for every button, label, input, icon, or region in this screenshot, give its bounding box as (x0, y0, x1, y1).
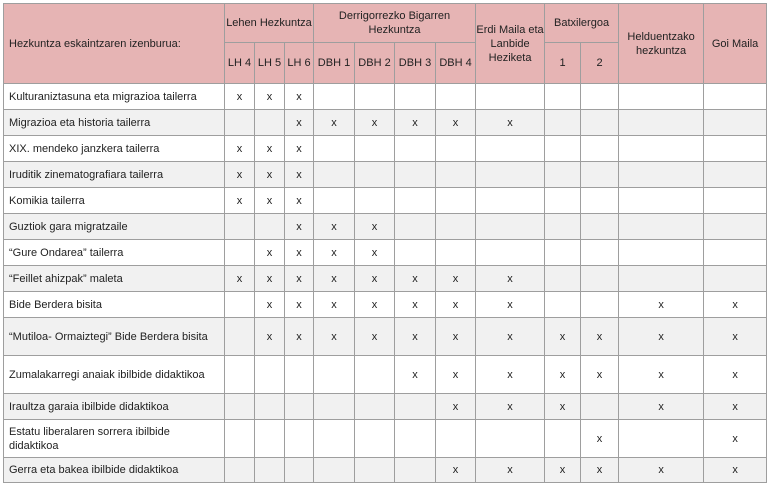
table-cell (619, 214, 704, 240)
table-cell (704, 266, 767, 292)
table-cell (476, 420, 545, 458)
table-cell: x (255, 136, 285, 162)
table-cell: x (476, 318, 545, 356)
table-cell: x (619, 458, 704, 483)
table-cell: x (355, 266, 395, 292)
table-cell (581, 394, 619, 420)
table-cell (355, 162, 395, 188)
table-cell (436, 136, 476, 162)
table-cell (545, 136, 581, 162)
table-cell (545, 240, 581, 266)
table-cell (395, 84, 436, 110)
table-cell: x (285, 214, 314, 240)
row-title: Iruditik zinematografiara tailerra (4, 162, 225, 188)
row-title: “Mutiloa- Ormaiztegi” Bide Berdera bisita (4, 318, 225, 356)
header-group-lanbide-heziketa: Erdi Maila eta Lanbide Heziketa (476, 4, 545, 84)
table-cell: x (436, 458, 476, 483)
table-cell (476, 240, 545, 266)
table-row (4, 188, 767, 214)
table-cell: x (476, 394, 545, 420)
table-cell (225, 214, 255, 240)
row-title: XIX. mendeko janzkera tailerra (4, 136, 225, 162)
table-cell: x (285, 84, 314, 110)
header-sub-dbh3: DBH 3 (395, 43, 436, 84)
header-sub-batxilergoa-2: 2 (581, 43, 619, 84)
table-cell (255, 214, 285, 240)
table-row (4, 240, 767, 266)
table-cell: x (704, 420, 767, 458)
table-cell: x (255, 84, 285, 110)
table-cell: x (436, 292, 476, 318)
table-cell (436, 240, 476, 266)
table-cell (314, 458, 355, 483)
table-row (4, 214, 767, 240)
table-cell: x (476, 110, 545, 136)
table-cell: x (314, 110, 355, 136)
table-cell (285, 394, 314, 420)
table-cell (581, 84, 619, 110)
table-cell: x (395, 110, 436, 136)
table-cell: x (355, 240, 395, 266)
table-row (4, 84, 767, 110)
table-cell: x (704, 394, 767, 420)
table-cell (355, 188, 395, 214)
table-cell (581, 188, 619, 214)
table-cell (314, 84, 355, 110)
table-cell: x (581, 356, 619, 394)
table-row (4, 318, 767, 356)
table-cell (255, 356, 285, 394)
table-cell (314, 162, 355, 188)
table-cell (225, 356, 255, 394)
header-sub-dbh1: DBH 1 (314, 43, 355, 84)
table-cell: x (285, 136, 314, 162)
table-cell: x (255, 188, 285, 214)
table-cell (581, 162, 619, 188)
table-cell (704, 110, 767, 136)
table-cell: x (285, 162, 314, 188)
table-cell (225, 394, 255, 420)
table-cell: x (581, 420, 619, 458)
table-cell: x (355, 318, 395, 356)
table-cell (619, 420, 704, 458)
header-sub-lh6: LH 6 (285, 43, 314, 84)
header-sub-batxilergoa-1: 1 (545, 43, 581, 84)
table-cell (314, 188, 355, 214)
table-cell (476, 214, 545, 240)
row-title: Bide Berdera bisita (4, 292, 225, 318)
table-cell (225, 458, 255, 483)
table-row (4, 292, 767, 318)
table-cell (355, 394, 395, 420)
table-cell (545, 420, 581, 458)
table-cell (619, 110, 704, 136)
table-cell (704, 162, 767, 188)
table-cell (285, 420, 314, 458)
table-cell (704, 188, 767, 214)
table-row (4, 420, 767, 458)
table-cell (436, 420, 476, 458)
row-title: Migrazioa eta historia tailerra (4, 110, 225, 136)
table-cell (581, 214, 619, 240)
table-cell (355, 84, 395, 110)
table-cell (619, 162, 704, 188)
table-cell (395, 420, 436, 458)
row-title: “Feillet ahizpak” maleta (4, 266, 225, 292)
table-cell: x (476, 266, 545, 292)
row-title: Gerra eta bakea ibilbide didaktikoa (4, 458, 225, 483)
table-cell (395, 214, 436, 240)
table-cell (704, 136, 767, 162)
table-cell (619, 136, 704, 162)
table-cell (395, 162, 436, 188)
row-title: Guztiok gara migratzaile (4, 214, 225, 240)
table-cell (436, 214, 476, 240)
row-title: Zumalakarregi anaiak ibilbide didaktikoa (4, 356, 225, 394)
table-cell: x (314, 214, 355, 240)
table-cell (436, 188, 476, 214)
table-cell: x (545, 458, 581, 483)
table-cell (545, 292, 581, 318)
table-cell: x (476, 292, 545, 318)
table-cell (545, 84, 581, 110)
table-cell (255, 394, 285, 420)
table-cell: x (314, 292, 355, 318)
table-cell (476, 162, 545, 188)
table-cell: x (225, 266, 255, 292)
table-cell: x (476, 458, 545, 483)
table-cell: x (255, 266, 285, 292)
table-cell (704, 214, 767, 240)
table-cell: x (314, 318, 355, 356)
table-cell (581, 266, 619, 292)
table-cell: x (314, 266, 355, 292)
table-cell: x (436, 266, 476, 292)
table-cell: x (476, 356, 545, 394)
row-title: “Gure Ondarea” tailerra (4, 240, 225, 266)
table-cell (704, 84, 767, 110)
table-cell (619, 188, 704, 214)
table-cell: x (285, 188, 314, 214)
table-row (4, 162, 767, 188)
row-title: Estatu liberalaren sorrera ibilbide didaktikoa (4, 420, 225, 458)
table-cell (619, 266, 704, 292)
table-cell (395, 394, 436, 420)
table-cell (285, 458, 314, 483)
table-cell (545, 110, 581, 136)
table-cell: x (285, 240, 314, 266)
table-cell: x (545, 318, 581, 356)
table-cell: x (436, 394, 476, 420)
header-sub-lh4: LH 4 (225, 43, 255, 84)
table-cell (355, 420, 395, 458)
header-group-lehen-hezkuntza: Lehen Hezkuntza (225, 4, 314, 43)
table-cell (395, 240, 436, 266)
table-cell (395, 136, 436, 162)
table-cell: x (355, 214, 395, 240)
table-cell (225, 240, 255, 266)
table-cell (314, 394, 355, 420)
table-cell: x (704, 318, 767, 356)
table-cell: x (395, 318, 436, 356)
header-group-goi-maila: Goi Maila (704, 4, 767, 84)
table-cell: x (285, 110, 314, 136)
table-cell: x (581, 318, 619, 356)
row-title: Iraultza garaia ibilbide didaktikoa (4, 394, 225, 420)
table-cell: x (225, 162, 255, 188)
table-cell: x (619, 394, 704, 420)
table-cell: x (545, 394, 581, 420)
table-cell: x (225, 136, 255, 162)
table-cell (545, 266, 581, 292)
table-cell (395, 458, 436, 483)
table-cell (225, 292, 255, 318)
table-cell (581, 292, 619, 318)
table-cell (225, 110, 255, 136)
table-cell (436, 162, 476, 188)
header-group-batxilergoa: Batxilergoa (545, 4, 619, 43)
table-cell: x (619, 318, 704, 356)
table-cell (355, 356, 395, 394)
table-cell (355, 458, 395, 483)
table-cell: x (436, 110, 476, 136)
table-cell (314, 356, 355, 394)
education-offer-table (3, 3, 767, 483)
table-cell (545, 188, 581, 214)
table-row (4, 136, 767, 162)
table-cell (225, 318, 255, 356)
table-cell (225, 420, 255, 458)
table-cell (314, 136, 355, 162)
table-cell (581, 136, 619, 162)
header-sub-lh5: LH 5 (255, 43, 285, 84)
table-cell: x (395, 356, 436, 394)
table-cell: x (355, 292, 395, 318)
row-title: Komikia tailerra (4, 188, 225, 214)
header-group-dbh: Derrigorrezko Bigarren Hezkuntza (314, 4, 476, 43)
table-cell (581, 240, 619, 266)
table-cell: x (704, 458, 767, 483)
table-cell (355, 136, 395, 162)
table-cell (619, 240, 704, 266)
table-cell: x (619, 292, 704, 318)
table-cell: x (619, 356, 704, 394)
table-cell: x (355, 110, 395, 136)
table-cell: x (581, 458, 619, 483)
table-cell: x (255, 162, 285, 188)
table-cell (704, 240, 767, 266)
table-cell: x (436, 356, 476, 394)
table-cell: x (285, 292, 314, 318)
table-cell (285, 356, 314, 394)
header-sub-dbh4: DBH 4 (436, 43, 476, 84)
table-cell (545, 214, 581, 240)
table-cell: x (255, 292, 285, 318)
header-sub-dbh2: DBH 2 (355, 43, 395, 84)
table-cell (476, 84, 545, 110)
table-cell (314, 420, 355, 458)
table-cell: x (285, 266, 314, 292)
table-cell (255, 420, 285, 458)
header-corner-label: Hezkuntza eskaintzaren izenburua: (4, 4, 225, 84)
table-cell (476, 188, 545, 214)
table-cell: x (395, 266, 436, 292)
table-row (4, 458, 767, 483)
table-cell (476, 136, 545, 162)
table-cell (581, 110, 619, 136)
table-cell (436, 84, 476, 110)
table-row (4, 266, 767, 292)
table-cell (619, 84, 704, 110)
table-row (4, 356, 767, 394)
table-cell: x (285, 318, 314, 356)
table-cell: x (395, 292, 436, 318)
table-cell: x (704, 292, 767, 318)
table-cell: x (255, 240, 285, 266)
table-cell (395, 188, 436, 214)
table-cell (255, 458, 285, 483)
table-cell: x (545, 356, 581, 394)
table-row (4, 110, 767, 136)
table-cell: x (255, 318, 285, 356)
table-cell: x (225, 188, 255, 214)
table-cell: x (314, 240, 355, 266)
table-cell (255, 110, 285, 136)
header-group-helduentzako: Helduentzako hezkuntza (619, 4, 704, 84)
table-cell: x (436, 318, 476, 356)
table-row (4, 394, 767, 420)
table-cell (545, 162, 581, 188)
table-cell: x (704, 356, 767, 394)
row-title: Kulturaniztasuna eta migrazioa tailerra (4, 84, 225, 110)
table-cell: x (225, 84, 255, 110)
